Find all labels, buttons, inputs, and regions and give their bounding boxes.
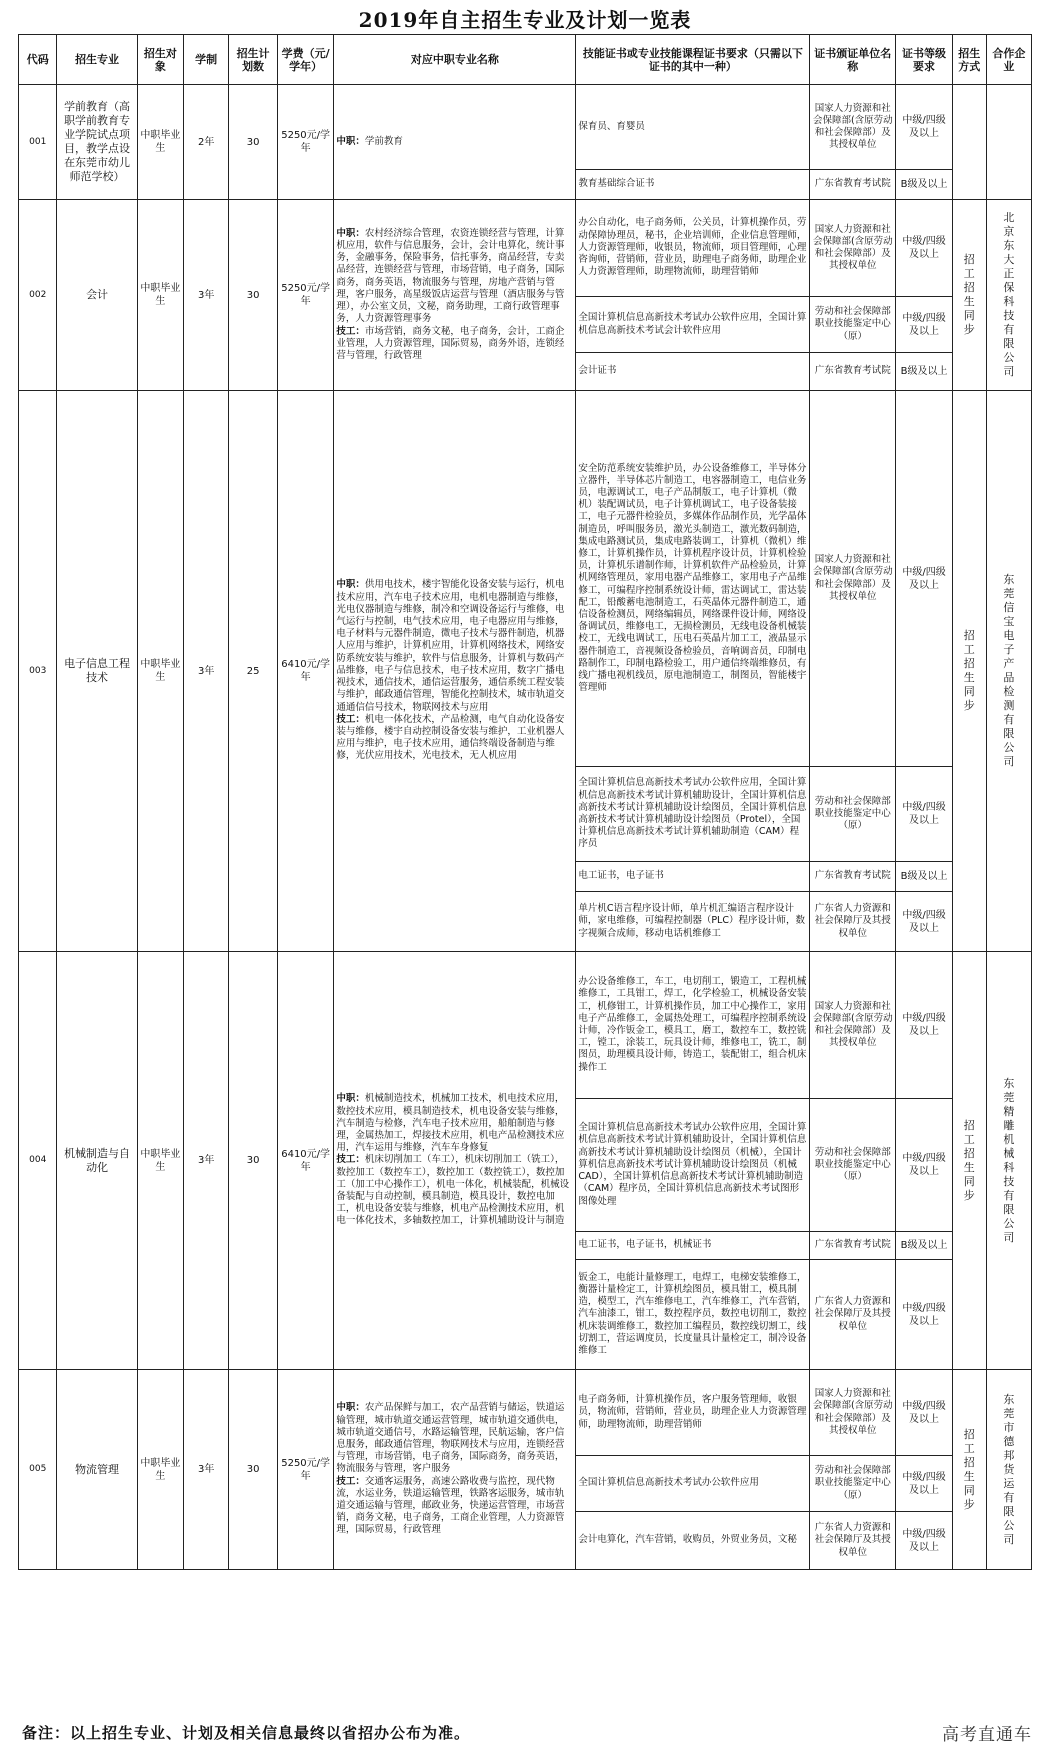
- row-major: 电子信息工程技术: [57, 391, 137, 952]
- secondary-zz-label: 中职：: [336, 1402, 365, 1414]
- cert-issuer: 广东省人力资源和社会保障厅及其授权单位: [810, 892, 896, 952]
- row-partner: 东莞信宝电子产品检测有限公司: [986, 391, 1031, 952]
- table-row: [19, 200, 1032, 297]
- cert-text: 全国计算机信息高新技术考试办公软件应用，全国计算机信息高新技术考试计算机辅助设计，全国计算机信息高新技术考试计算机辅助设计绘图员（机械），全国计算机信息高新技术考试计算机辅助设计绘图员（机械CAD），全国计算机信息高新技术考试计算机辅助制造（CAM）程序员，全国计算机信息高新技术考试图形图像处理: [576, 1099, 810, 1232]
- cert-text: 电工证书，电子证书: [576, 862, 810, 892]
- cert-text: 安全防范系统安装维护员，办公设备维修工，半导体分立器件，半导体芯片制造工，电容器制造工，电信业务员，电源调试工，电子产品制版工，电子计算机（微机）装配调试员，电子计算机调试工，电子设备装接工，电子元器件检验员，多媒体作品制作员，光学晶体制造员，呼叫服务员，激光头制造工，激光数码制造，集成电路测试员，集成电路装调工，计算机（微机）维修工，计算机操作员，计算机程序设计员，计算机检验员，计算机乐谱制作师，计算机软件产品检验员，计算机网络管理员，家用电器产品维修工，家用电子产品维修工，可编程序控制系统设计师，雷达调试工，雷达装配工，铅酸蓄电池制造工，石英晶体元器件制造工，通信设备检测员，网络编辑员，网络课件设计师，网络设备调试员，维修电工，无损检测员，无线电设备机械装校工，无线电调试工，压电石英晶片加工工，液晶显示器件制造工，音视频设备检验员，音响调音员，印制电路制作工，印制电路检验工，用户通信终端维修员，有线广播电视机线员，原电池制造工，制图员，智能楼宇管理师: [576, 391, 810, 767]
- row-code: 001: [19, 85, 57, 200]
- watermark: 高考直通车: [942, 1725, 1032, 1745]
- cert-issuer: 劳动和社会保障部职业技能鉴定中心（原）: [810, 1099, 896, 1232]
- row-quota: 30: [229, 85, 278, 200]
- row-partner: 北京东大正保科技有限公司: [986, 200, 1031, 391]
- header-code: 代码: [19, 35, 57, 85]
- row-fee: 5250元/学年: [277, 85, 334, 200]
- header-method: 招生方式: [952, 35, 986, 85]
- row-quota: 25: [229, 391, 278, 952]
- cert-issuer: 国家人力资源和社会保障部(含原劳动和社会保障部）及其授权单位: [810, 85, 896, 170]
- cert-text: 单片机C语言程序设计师，单片机汇编语言程序设计师，家电维修，可编程控制器（PLC）程序设计师，数字视频合成师，移动电话机维修工: [576, 892, 810, 952]
- cert-level: 中级/四级及以上: [896, 767, 953, 862]
- row-quota: 30: [229, 952, 278, 1370]
- header-level: 证书等级要求: [896, 35, 953, 85]
- header-duration: 学制: [184, 35, 229, 85]
- cert-issuer: 广东省人力资源和社会保障厅及其授权单位: [810, 1260, 896, 1370]
- secondary-jg-label: 技工：: [336, 713, 365, 725]
- row-target: 中职毕业生: [137, 391, 183, 952]
- cert-text: 全国计算机信息高新技术考试办公软件应用，全国计算机信息高新技术考试计算机辅助设计，全国计算机信息高新技术考试计算机辅助设计绘图员，全国计算机信息高新技术考试计算机辅助设计绘图员（Protel），全国计算机信息高新技术考试计算机辅助制造（CAM）程序员: [576, 767, 810, 862]
- table-header-row: [19, 35, 1032, 85]
- row-method: [952, 85, 986, 200]
- cert-issuer: 国家人力资源和社会保障部(含原劳动和社会保障部）及其授权单位: [810, 1370, 896, 1456]
- cert-level: B级及以上: [896, 862, 953, 892]
- secondary-zz-label: 中职：: [336, 135, 365, 147]
- secondary-jg-list: 交通客运服务，高速公路收费与监控，现代物流，水运业务，铁道运输管理，铁路客运服务，城市轨道交通运输与管理，邮政业务，快递运营管理，市场营销，商务文秘，电子商务，工商企业管理，人力资源管理，国际贸易，行政管理: [336, 1475, 565, 1536]
- row-method: 招工招生同步: [952, 1370, 986, 1570]
- cert-level: B级及以上: [896, 353, 953, 391]
- row-target: 中职毕业生: [137, 1370, 183, 1570]
- secondary-jg-label: 技工：: [336, 325, 365, 337]
- cert-text: 电子商务师，计算机操作员，客户服务管理师，收银员，物流师，营销师，营业员，助理企业人力资源管理师，助理物流师，助理营销师: [576, 1370, 810, 1456]
- row-duration: 3年: [184, 952, 229, 1370]
- cert-text: 保育员、育婴员: [576, 85, 810, 170]
- cert-issuer: 劳动和社会保障部职业技能鉴定中心（原）: [810, 767, 896, 862]
- row-duration: 3年: [184, 391, 229, 952]
- row-code: 002: [19, 200, 57, 391]
- secondary-jg-list: 机床切削加工（车工），机床切削加工（铣工），数控加工（数控车工），数控加工（数控铣工），数控加工（加工中心操作工），机电一体化，机械装配，机械设备装配与自动控制，模具制造，模具设计，数控电加工，机电设备安装与维修，机电产品检测技术应用，机电一体化技术，多轴数控加工，计算机辅助设计与制造: [336, 1154, 570, 1227]
- cert-issuer: 广东省教育考试院: [810, 1232, 896, 1260]
- document-title: 2019年自主招生专业及计划一览表: [358, 8, 692, 32]
- footer-note: 备注：以上招生专业、计划及相关信息最终以省招办公布为准。: [22, 1724, 471, 1742]
- cert-level: 中级/四级及以上: [896, 952, 953, 1099]
- table-row: [19, 1370, 1032, 1456]
- row-secondary-majors: [334, 200, 576, 391]
- table-row: [19, 391, 1032, 767]
- cert-text: 会计电算化，汽车营销，收购员，外贸业务员，文秘: [576, 1512, 810, 1570]
- cert-text: 教育基础综合证书: [576, 170, 810, 200]
- row-major: 会计: [57, 200, 137, 391]
- header-fee: 学费（元/学年）: [277, 35, 334, 85]
- row-fee: 5250元/学年: [277, 1370, 334, 1570]
- secondary-jg-list: 市场营销，商务文秘，电子商务，会计，工商企业管理，人力资源管理，国际贸易，商务外语，连锁经营与管理，行政管理: [336, 325, 565, 361]
- row-target: 中职毕业生: [137, 952, 183, 1370]
- row-secondary-majors: [334, 952, 576, 1370]
- row-duration: 3年: [184, 1370, 229, 1570]
- header-cert: 技能证书或专业技能课程证书要求（只需以下证书的其中一种）: [576, 35, 810, 85]
- cert-issuer: 广东省人力资源和社会保障厅及其授权单位: [810, 1512, 896, 1570]
- row-fee: 5250元/学年: [277, 200, 334, 391]
- header-issuer: 证书颁证单位名称: [810, 35, 896, 85]
- cert-level: B级及以上: [896, 1232, 953, 1260]
- cert-level: 中级/四级及以上: [896, 1099, 953, 1232]
- header-partner: 合作企业: [986, 35, 1031, 85]
- cert-level: 中级/四级及以上: [896, 297, 953, 353]
- row-major: 物流管理: [57, 1370, 137, 1570]
- cert-issuer: 广东省教育考试院: [810, 353, 896, 391]
- row-method: 招工招生同步: [952, 200, 986, 391]
- cert-issuer: 国家人力资源和社会保障部(含原劳动和社会保障部）及其授权单位: [810, 391, 896, 767]
- cert-level: B级及以上: [896, 170, 953, 200]
- row-code: 005: [19, 1370, 57, 1570]
- row-code: 003: [19, 391, 57, 952]
- secondary-zz-list: 农村经济综合管理，农资连锁经营与管理，计算机应用，软件与信息服务，会计，会计电算化，统计事务，金融事务，保险事务，信托事务，商品经营，专卖品经营，连锁经营与管理，市场营销，电子商务，国际商务，商务英语，物流服务与管理，房地产营销与管理，客户服务，高星级饭店运营与管理（酒店服务与管理），办公室文员，文秘，商务助理，工商行政管理事务，人力资源管理事务: [336, 227, 565, 325]
- cert-text: 办公自动化，电子商务师，公关员，计算机操作员，劳动保障协理员，秘书，企业培训师，企业信息管理师，人力资源管理师，收银员，物流师，项目管理师，心理咨询师，营销师，营业员，助理电子商务师，助理企业人力资源管理师，助理物流师，助理营销师: [576, 200, 810, 297]
- secondary-zz-label: 中职：: [336, 579, 365, 591]
- row-secondary-majors: [334, 391, 576, 952]
- cert-level: 中级/四级及以上: [896, 1456, 953, 1512]
- cert-level: 中级/四级及以上: [896, 1370, 953, 1456]
- row-fee: 6410元/学年: [277, 391, 334, 952]
- header-quota: 招生计划数: [229, 35, 278, 85]
- cert-text: 全国计算机信息高新技术考试办公软件应用，全国计算机信息高新技术考试会计软件应用: [576, 297, 810, 353]
- cert-level: 中级/四级及以上: [896, 1512, 953, 1570]
- row-partner: 东莞精雕机械科技有限公司: [986, 952, 1031, 1370]
- secondary-zz-list: 学前教育: [364, 135, 403, 147]
- secondary-zz-list: 机械制造技术，机械加工技术，机电技术应用，数控技术应用，模具制造技术，机电设备安装与维修，汽车制造与检修，汽车电子技术应用，船舶制造与修理，金属热加工，焊接技术应用，机电产品检测技术应用，汽车运用与维修，汽车车身修复: [336, 1093, 565, 1154]
- row-code: 004: [19, 952, 57, 1370]
- row-major: 学前教育（高职学前教育专业学院试点项目，教学点设在东莞市幼儿师范学校）: [57, 85, 137, 200]
- row-fee: 6410元/学年: [277, 952, 334, 1370]
- row-partner: 东莞市德邦货运有限公司: [986, 1370, 1031, 1570]
- cert-text: 电工证书，电子证书，机械证书: [576, 1232, 810, 1260]
- secondary-zz-label: 中职：: [336, 1093, 365, 1105]
- secondary-zz-list: 农产品保鲜与加工，农产品营销与储运，铁道运输管理，城市轨道交通运营管理，城市轨道交通供电，城市轨道交通信号，水路运输管理，民航运输，客户信息服务，邮政通信管理，物联网技术与应用，连锁经营与管理，市场营销，电子商务，国际商务，商务英语，物流服务与管理，客户服务: [336, 1402, 565, 1475]
- row-major: 机械制造与自动化: [57, 952, 137, 1370]
- row-secondary-majors: [334, 1370, 576, 1570]
- cert-issuer: 广东省教育考试院: [810, 862, 896, 892]
- header-target: 招生对象: [137, 35, 183, 85]
- row-target: 中职毕业生: [137, 85, 183, 200]
- cert-issuer: 国家人力资源和社会保障部(含原劳动和社会保障部）及其授权单位: [810, 952, 896, 1099]
- row-method: 招工招生同步: [952, 952, 986, 1370]
- cert-level: 中级/四级及以上: [896, 1260, 953, 1370]
- cert-issuer: 劳动和社会保障部职业技能鉴定中心（原）: [810, 1456, 896, 1512]
- cert-level: 中级/四级及以上: [896, 200, 953, 297]
- header-secondary: 对应中职专业名称: [334, 35, 576, 85]
- secondary-jg-label: 技工：: [336, 1154, 365, 1166]
- secondary-zz-list: 供用电技术，楼宇智能化设备安装与运行，机电技术应用，汽车电子技术应用，电机电器制造与维修，光电仪器制造与维修，制冷和空调设备运行与维修，电气运行与控制，电气技术应用，电子电器应用与维修，电子材料与元器件制造，微电子技术与器件制造，机器人应用与维护，计算机应用，计算机网络技术，网络安防系统安装与维护，软件与信息服务，计算机与数码产品维修，电子与信息技术，电子技术应用，数字广播电视技术，通信技术，通信运营服务，通信系统工程安装与维护，邮政通信管理，智能化控制技术，城市轨道交通通信信号技术，物联网技术与应用: [336, 579, 565, 713]
- row-target: 中职毕业生: [137, 200, 183, 391]
- enrollment-plan-table: [18, 34, 1032, 1570]
- cert-text: 办公设备维修工，车工，电切削工，锻造工，工程机械维修工，工具钳工，焊工，化学检验工，机械设备安装工，机修钳工，计算机操作员，加工中心操作工，家用电子产品维修工，金属热处理工，可编程序控制系统设计师，冷作钣金工，模具工，磨工，数控车工，数控铣工，镗工，涂装工，玩具设计师，维修电工，铣工，制图员，助理模具设计师，铸造工，装配钳工，组合机床操作工: [576, 952, 810, 1099]
- row-quota: 30: [229, 200, 278, 391]
- cert-text: 钣金工，电能计量修理工，电焊工，电梯安装维修工，衡器计量检定工，计算机绘图员，模具钳工，模具制造，模型工，汽车维修电工，汽车维修工，汽车营销，汽车油漆工，钳工，数控程序员，数控电切削工，数控机床装调维修工，数控加工编程员，数控线切割工，线切割工，营运调度员，长度量具计量检定工，制冷设备维修工: [576, 1260, 810, 1370]
- secondary-jg-list: 机电一体化技术，产品检测，电气自动化设备安装与维修，楼宇自动控制设备安装与维护，工业机器人应用与维护，电子技术应用，通信终端设备制造与维修，光伏应用技术，光电技术，无人机应用: [336, 713, 565, 762]
- table-row: [19, 952, 1032, 1099]
- cert-level: 中级/四级及以上: [896, 892, 953, 952]
- row-method: 招工招生同步: [952, 391, 986, 952]
- header-major: 招生专业: [57, 35, 137, 85]
- cert-text: 会计证书: [576, 353, 810, 391]
- secondary-jg-label: 技工：: [336, 1475, 365, 1487]
- cert-level: 中级/四级及以上: [896, 391, 953, 767]
- row-duration: 3年: [184, 200, 229, 391]
- row-partner: [986, 85, 1031, 200]
- cert-issuer: 劳动和社会保障部职业技能鉴定中心（原）: [810, 297, 896, 353]
- cert-issuer: 广东省教育考试院: [810, 170, 896, 200]
- table-row: [19, 85, 1032, 170]
- row-quota: 30: [229, 1370, 278, 1570]
- cert-level: 中级/四级及以上: [896, 85, 953, 170]
- cert-text: 全国计算机信息高新技术考试办公软件应用: [576, 1456, 810, 1512]
- row-secondary-majors: [334, 85, 576, 200]
- cert-issuer: 国家人力资源和社会保障部(含原劳动和社会保障部）及其授权单位: [810, 200, 896, 297]
- secondary-zz-label: 中职：: [336, 227, 365, 239]
- row-duration: 2年: [184, 85, 229, 200]
